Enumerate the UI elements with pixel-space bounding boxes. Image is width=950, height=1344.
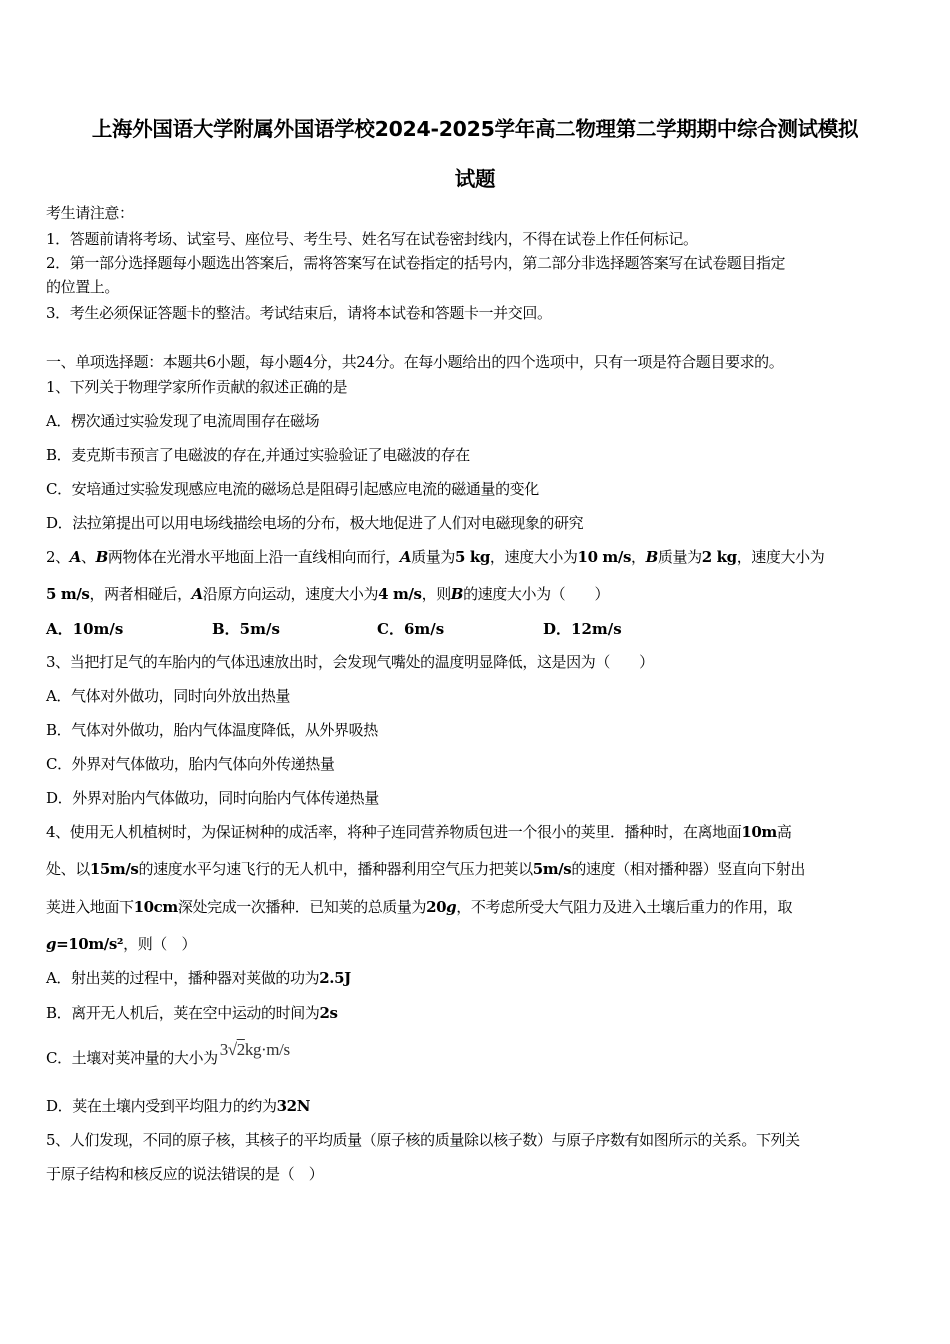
q3-stem: 3、当把打足气的车胎内的气体迅速放出时，会发现气嘴处的温度明显降低，这是因为（ ）: [46, 653, 654, 671]
q5-stem-line1: 5、人们发现，不同的原子核，其核子的平均质量（原子核的质量除以核子数）与原子序数有如图所示的关系。下列关: [46, 1131, 800, 1149]
notice-item-2: 2．第一部分选择题每小题选出答案后，需将答案写在试卷指定的括号内，第二部分非选择题答案写在试卷题目指定: [46, 254, 786, 272]
q2-stem-line2: 5 m/s，两者相碰后，A沿原方向运动，速度大小为4 m/s，则B的速度大小为（ ）: [46, 585, 610, 603]
q3-option-b: B．气体对外做功，胎内气体温度降低，从外界吸热: [46, 721, 378, 739]
q3-option-c: C．外界对气体做功，胎内气体向外传递热量: [46, 755, 335, 773]
q2-option-a: A．10m/s: [46, 620, 124, 638]
q2-option-d: D．12m/s: [543, 620, 622, 638]
q1-stem: 1、下列关于物理学家所作贡献的叙述正确的是: [46, 378, 348, 396]
q4-stem-line3: 荚进入地面下10cm深处完成一次播种．已知荚的总质量为20g，不考虑所受大气阻力及进入土壤后重力的作用，取: [46, 898, 793, 916]
q4-option-d: D．荚在土壤内受到平均阻力的约为32N: [46, 1097, 311, 1115]
q1-option-d: D．法拉第提出可以用电场线描绘电场的分布，极大地促进了人们对电磁现象的研究: [46, 514, 584, 532]
q2-option-c: C．6m/s: [377, 620, 445, 638]
q4-stem-line2: 处、以15m/s的速度水平匀速飞行的无人机中，播种器利用空气压力把荚以5m/s的速度（相对播种器）竖直向下射出: [46, 860, 805, 878]
q4-stem-line4: g=10m/s²，则（ ）: [46, 935, 197, 953]
notice-item-3: 3．考生必须保证答题卡的整洁。考试结束后，请将本试卷和答题卡一并交回。: [46, 304, 552, 322]
q5-stem-line2: 于原子结构和核反应的说法错误的是（ ）: [46, 1165, 324, 1183]
impulse-formula: 3√2kg·m/s: [219, 1040, 290, 1059]
q2-option-b: B．5m/s: [212, 620, 280, 638]
q1-option-b: B．麦克斯韦预言了电磁波的存在,并通过实验验证了电磁波的存在: [46, 446, 470, 464]
section-header: 一、单项选择题：本题共6小题，每小题4分，共24分。在每小题给出的四个选项中，只有一项是符合题目要求的。: [46, 353, 784, 371]
q4-option-b: B．离开无人机后，荚在空中运动的时间为2s: [46, 1004, 338, 1022]
q3-option-a: A．气体对外做功，同时向外放出热量: [46, 687, 291, 705]
notice-item-2-cont: 的位置上。: [46, 278, 120, 296]
q4-option-c: C．土壤对荚冲量的大小为 3√2kg·m/s: [46, 1040, 290, 1067]
q4-option-a: A．射出荚的过程中，播种器对荚做的功为2.5J: [46, 969, 351, 987]
exam-title-line2: 试题: [454, 167, 496, 191]
q4-stem-line1: 4、使用无人机植树时，为保证树种的成活率，将种子连同营养物质包进一个很小的荚里．播种时，在离地面10m高: [46, 823, 792, 841]
notice-heading: 考生请注意：: [46, 204, 134, 222]
q1-option-a: A．楞次通过实验发现了电流周围存在磁场: [46, 412, 320, 430]
q2-stem-line1: 2、A、B两物体在光滑水平地面上沿一直线相向而行，A质量为5 kg，速度大小为10 m/s，B质量为2 kg，速度大小为: [46, 548, 825, 566]
q1-option-c: C．安培通过实验发现感应电流的磁场总是阻碍引起感应电流的磁通量的变化: [46, 480, 539, 498]
notice-item-1: 1．答题前请将考场、试室号、座位号、考生号、姓名写在试卷密封线内，不得在试卷上作任何标记。: [46, 230, 698, 248]
q3-option-d: D．外界对胎内气体做功，同时向胎内气体传递热量: [46, 789, 379, 807]
exam-title-line1: 上海外国语大学附属外国语学校2024-2025学年高二物理第二学期期中综合测试模拟: [91, 117, 859, 141]
